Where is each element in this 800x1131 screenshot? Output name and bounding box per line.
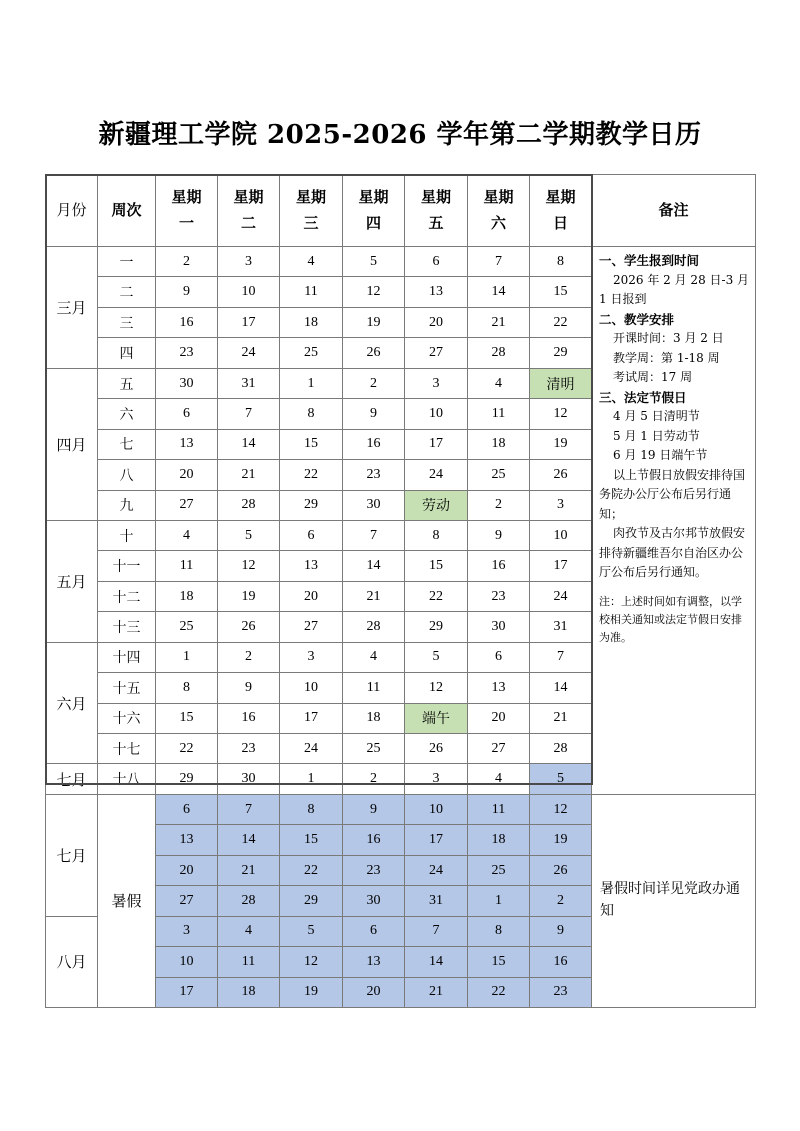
date-cell: 28 <box>218 490 280 520</box>
date-cell: 3 <box>280 642 343 672</box>
header-row <box>46 175 756 247</box>
date-cell: 22 <box>156 734 218 764</box>
summer-week-row <box>46 794 756 824</box>
remarks-body <box>592 247 755 647</box>
date-cell: 17 <box>280 703 343 733</box>
header-day-suffix: 五 <box>428 215 444 232</box>
summer-date-cell: 16 <box>530 947 592 977</box>
summer-date-cell: 27 <box>156 886 218 916</box>
date-cell: 14 <box>468 277 530 307</box>
summer-date-cell: 22 <box>468 977 530 1007</box>
header-day-6 <box>468 175 530 247</box>
week-number: 十五 <box>98 673 156 703</box>
summer-date-cell: 11 <box>468 794 530 824</box>
summer-date-cell: 24 <box>405 855 468 885</box>
summer-date-cell: 11 <box>218 947 280 977</box>
summer-date-cell: 23 <box>343 855 405 885</box>
remarks-registration-text: 2026 年 2 月 28 日-3 月 1 日报到 <box>599 272 750 307</box>
week-number: 一 <box>98 247 156 277</box>
month-cell: 五月 <box>46 520 98 642</box>
date-cell: 14 <box>530 673 592 703</box>
week-number: 十一 <box>98 551 156 581</box>
date-cell: 7 <box>218 399 280 429</box>
summer-date-cell: 25 <box>468 855 530 885</box>
date-cell: 18 <box>468 429 530 459</box>
date-cell: 21 <box>218 460 280 490</box>
date-cell: 9 <box>468 520 530 550</box>
date-cell: 6 <box>468 642 530 672</box>
date-cell: 28 <box>468 338 530 368</box>
date-cell: 3 <box>405 368 468 398</box>
header-day-7 <box>530 175 592 247</box>
summer-date-cell: 7 <box>405 916 468 946</box>
week-number: 八 <box>98 460 156 490</box>
header-day-suffix: 一 <box>178 215 194 232</box>
date-cell: 27 <box>280 612 343 642</box>
header-day-prefix: 星期 <box>295 189 326 206</box>
date-cell: 23 <box>468 581 530 611</box>
month-cell: 三月 <box>46 247 98 369</box>
remarks-heading-holidays: 三、法定节假日 <box>599 389 687 405</box>
date-cell: 25 <box>343 734 405 764</box>
summer-date-cell: 23 <box>530 977 592 1007</box>
date-cell: 21 <box>468 307 530 337</box>
remarks-holiday-para-2: 肉孜节及古尔邦节放假安排待新疆维吾尔自治区办公厅公布后另行通知。 <box>599 526 746 580</box>
header-day-prefix: 星期 <box>233 189 264 206</box>
date-cell: 7 <box>343 520 405 550</box>
date-cell: 6 <box>156 399 218 429</box>
remarks-footnote: 注：上述时间如有调整，以学校相关通知或法定节假日安排为准。 <box>599 594 742 644</box>
date-cell: 17 <box>405 429 468 459</box>
date-cell: 20 <box>468 703 530 733</box>
date-cell: 4 <box>280 247 343 277</box>
summer-date-cell: 2 <box>530 886 592 916</box>
date-cell: 15 <box>280 429 343 459</box>
week-number: 六 <box>98 399 156 429</box>
month-cell: 七月 <box>46 764 98 794</box>
date-cell: 2 <box>468 490 530 520</box>
week-number: 五 <box>98 368 156 398</box>
date-cell: 1 <box>280 764 343 794</box>
week-number: 二 <box>98 277 156 307</box>
summer-date-cell: 13 <box>156 825 218 855</box>
date-cell: 8 <box>405 520 468 550</box>
date-cell: 23 <box>156 338 218 368</box>
date-cell: 24 <box>530 581 592 611</box>
date-cell: 10 <box>280 673 343 703</box>
header-day-3 <box>280 175 343 247</box>
date-cell: 20 <box>280 581 343 611</box>
date-cell: 7 <box>530 642 592 672</box>
date-cell: 1 <box>280 368 343 398</box>
date-cell: 8 <box>530 247 592 277</box>
date-cell: 5 <box>218 520 280 550</box>
summer-date-cell: 7 <box>218 794 280 824</box>
header-day-1 <box>156 175 218 247</box>
date-cell: 27 <box>468 734 530 764</box>
header-day-prefix: 星期 <box>358 189 389 206</box>
week-number: 十三 <box>98 612 156 642</box>
header-day-4 <box>343 175 405 247</box>
date-cell: 24 <box>280 734 343 764</box>
date-cell: 13 <box>405 277 468 307</box>
calendar-table <box>45 174 756 1008</box>
date-cell: 3 <box>218 247 280 277</box>
date-cell: 12 <box>530 399 592 429</box>
header-day-suffix: 日 <box>552 215 568 232</box>
remarks-schedule-line: 开课时间：3 月 2 日 <box>613 331 724 346</box>
date-cell: 3 <box>530 490 592 520</box>
week-number: 四 <box>98 338 156 368</box>
date-cell: 30 <box>468 612 530 642</box>
date-cell: 23 <box>343 460 405 490</box>
date-cell: 22 <box>280 460 343 490</box>
date-cell: 8 <box>280 399 343 429</box>
date-cell: 21 <box>343 581 405 611</box>
date-cell: 22 <box>530 307 592 337</box>
date-cell: 15 <box>156 703 218 733</box>
header-day-prefix: 星期 <box>420 189 451 206</box>
summer-date-cell: 15 <box>468 947 530 977</box>
date-cell: 17 <box>530 551 592 581</box>
date-cell: 27 <box>405 338 468 368</box>
summer-date-cell: 10 <box>156 947 218 977</box>
summer-date-cell: 17 <box>405 825 468 855</box>
summer-date-cell: 17 <box>156 977 218 1007</box>
date-cell: 2 <box>343 764 405 794</box>
date-cell: 31 <box>218 368 280 398</box>
date-cell: 20 <box>156 460 218 490</box>
date-cell: 4 <box>468 368 530 398</box>
remarks-heading-schedule: 二、教学安排 <box>599 311 675 327</box>
holiday-cell: 清明 <box>530 368 592 398</box>
date-cell: 22 <box>405 581 468 611</box>
summer-date-cell: 18 <box>218 977 280 1007</box>
header-day-suffix: 六 <box>490 215 506 232</box>
date-cell: 26 <box>218 612 280 642</box>
week-number: 七 <box>98 429 156 459</box>
date-cell: 12 <box>405 673 468 703</box>
date-cell: 29 <box>280 490 343 520</box>
date-cell: 28 <box>530 734 592 764</box>
date-cell: 25 <box>156 612 218 642</box>
date-cell: 25 <box>280 338 343 368</box>
date-cell: 11 <box>343 673 405 703</box>
date-cell: 15 <box>405 551 468 581</box>
remarks-schedule-line: 考试周：17 周 <box>613 370 693 385</box>
date-cell: 6 <box>405 247 468 277</box>
date-cell: 29 <box>405 612 468 642</box>
date-cell: 13 <box>156 429 218 459</box>
summer-date-cell: 15 <box>280 825 343 855</box>
date-cell: 18 <box>343 703 405 733</box>
week-number: 三 <box>98 307 156 337</box>
header-remarks: 备注 <box>592 175 756 247</box>
summer-date-cell: 16 <box>343 825 405 855</box>
date-cell: 5 <box>343 247 405 277</box>
week-number: 十 <box>98 520 156 550</box>
date-cell: 19 <box>530 429 592 459</box>
date-cell: 5 <box>530 764 592 794</box>
summer-month-cell: 八月 <box>46 916 98 1007</box>
remarks-holiday-line: 6 月 19 日端午节 <box>613 448 708 463</box>
date-cell: 30 <box>343 490 405 520</box>
summer-date-cell: 14 <box>218 825 280 855</box>
date-cell: 4 <box>156 520 218 550</box>
date-cell: 2 <box>218 642 280 672</box>
summer-vacation-label: 暑假 <box>98 794 156 1007</box>
remarks-holiday-para-1: 以上节假日放假安排待国务院办公厅公布后另行通知； <box>599 467 746 521</box>
summer-date-cell: 8 <box>280 794 343 824</box>
date-cell: 18 <box>280 307 343 337</box>
date-cell: 9 <box>156 277 218 307</box>
date-cell: 15 <box>530 277 592 307</box>
header-day-suffix: 三 <box>303 215 319 232</box>
date-cell: 6 <box>280 520 343 550</box>
date-cell: 30 <box>156 368 218 398</box>
summer-date-cell: 9 <box>343 794 405 824</box>
date-cell: 31 <box>530 612 592 642</box>
header-day-prefix: 星期 <box>545 189 576 206</box>
week-number: 十七 <box>98 734 156 764</box>
header-month: 月份 <box>46 175 98 247</box>
date-cell: 10 <box>530 520 592 550</box>
date-cell: 14 <box>343 551 405 581</box>
date-cell: 26 <box>343 338 405 368</box>
summer-date-cell: 3 <box>156 916 218 946</box>
header-week: 周次 <box>98 175 156 247</box>
remarks-holiday-line: 4 月 5 日清明节 <box>613 409 700 424</box>
remarks-cell <box>592 247 756 795</box>
summer-month-cell: 七月 <box>46 794 98 916</box>
date-cell: 20 <box>405 307 468 337</box>
date-cell: 18 <box>156 581 218 611</box>
summer-date-cell: 31 <box>405 886 468 916</box>
header-day-2 <box>218 175 280 247</box>
summer-date-cell: 20 <box>156 855 218 885</box>
header-day-prefix: 星期 <box>483 189 514 206</box>
summer-date-cell: 20 <box>343 977 405 1007</box>
summer-date-cell: 21 <box>218 855 280 885</box>
holiday-cell: 劳动 <box>405 490 468 520</box>
remarks-schedule-line: 教学周：第 1-18 周 <box>613 350 720 365</box>
date-cell: 19 <box>343 307 405 337</box>
date-cell: 13 <box>468 673 530 703</box>
header-day-5 <box>405 175 468 247</box>
summer-date-cell: 6 <box>343 916 405 946</box>
week-number: 十四 <box>98 642 156 672</box>
date-cell: 1 <box>156 642 218 672</box>
summer-date-cell: 10 <box>405 794 468 824</box>
summer-date-cell: 9 <box>530 916 592 946</box>
page-title: 新疆理工学院 2025-2026 学年第二学期教学日历 <box>98 120 702 150</box>
summer-date-cell: 28 <box>218 886 280 916</box>
date-cell: 4 <box>468 764 530 794</box>
summer-date-cell: 26 <box>530 855 592 885</box>
date-cell: 11 <box>280 277 343 307</box>
date-cell: 29 <box>530 338 592 368</box>
week-row <box>46 247 756 277</box>
summer-date-cell: 19 <box>530 825 592 855</box>
date-cell: 7 <box>468 247 530 277</box>
date-cell: 28 <box>343 612 405 642</box>
date-cell: 26 <box>405 734 468 764</box>
date-cell: 16 <box>468 551 530 581</box>
week-number: 十六 <box>98 703 156 733</box>
date-cell: 19 <box>218 581 280 611</box>
date-cell: 2 <box>343 368 405 398</box>
header-day-suffix: 四 <box>365 215 381 232</box>
date-cell: 16 <box>218 703 280 733</box>
summer-date-cell: 6 <box>156 794 218 824</box>
summer-date-cell: 21 <box>405 977 468 1007</box>
week-number: 十八 <box>98 764 156 794</box>
date-cell: 5 <box>405 642 468 672</box>
summer-date-cell: 4 <box>218 916 280 946</box>
date-cell: 8 <box>156 673 218 703</box>
teaching-calendar <box>45 174 755 1008</box>
week-number: 十二 <box>98 581 156 611</box>
summer-note: 暑假时间详见党政办通知 <box>592 794 756 1007</box>
date-cell: 2 <box>156 247 218 277</box>
date-cell: 25 <box>468 460 530 490</box>
month-cell: 四月 <box>46 368 98 520</box>
date-cell: 17 <box>218 307 280 337</box>
remarks-holiday-line: 5 月 1 日劳动节 <box>613 428 700 443</box>
date-cell: 12 <box>343 277 405 307</box>
date-cell: 13 <box>280 551 343 581</box>
summer-date-cell: 5 <box>280 916 343 946</box>
header-day-suffix: 二 <box>240 215 256 232</box>
summer-date-cell: 13 <box>343 947 405 977</box>
month-cell: 六月 <box>46 642 98 764</box>
date-cell: 21 <box>530 703 592 733</box>
remarks-heading-registration: 一、学生报到时间 <box>599 253 700 269</box>
date-cell: 11 <box>156 551 218 581</box>
date-cell: 9 <box>343 399 405 429</box>
summer-date-cell: 29 <box>280 886 343 916</box>
date-cell: 24 <box>218 338 280 368</box>
date-cell: 3 <box>405 764 468 794</box>
summer-date-cell: 12 <box>280 947 343 977</box>
summer-date-cell: 30 <box>343 886 405 916</box>
date-cell: 23 <box>218 734 280 764</box>
date-cell: 29 <box>156 764 218 794</box>
date-cell: 24 <box>405 460 468 490</box>
summer-date-cell: 14 <box>405 947 468 977</box>
date-cell: 12 <box>218 551 280 581</box>
summer-date-cell: 1 <box>468 886 530 916</box>
date-cell: 10 <box>405 399 468 429</box>
date-cell: 4 <box>343 642 405 672</box>
week-number: 九 <box>98 490 156 520</box>
summer-date-cell: 18 <box>468 825 530 855</box>
date-cell: 11 <box>468 399 530 429</box>
date-cell: 16 <box>343 429 405 459</box>
date-cell: 10 <box>218 277 280 307</box>
holiday-cell: 端午 <box>405 703 468 733</box>
summer-date-cell: 12 <box>530 794 592 824</box>
date-cell: 9 <box>218 673 280 703</box>
summer-date-cell: 22 <box>280 855 343 885</box>
summer-date-cell: 19 <box>280 977 343 1007</box>
date-cell: 14 <box>218 429 280 459</box>
date-cell: 26 <box>530 460 592 490</box>
header-day-prefix: 星期 <box>171 189 202 206</box>
date-cell: 27 <box>156 490 218 520</box>
summer-date-cell: 8 <box>468 916 530 946</box>
date-cell: 30 <box>218 764 280 794</box>
date-cell: 16 <box>156 307 218 337</box>
